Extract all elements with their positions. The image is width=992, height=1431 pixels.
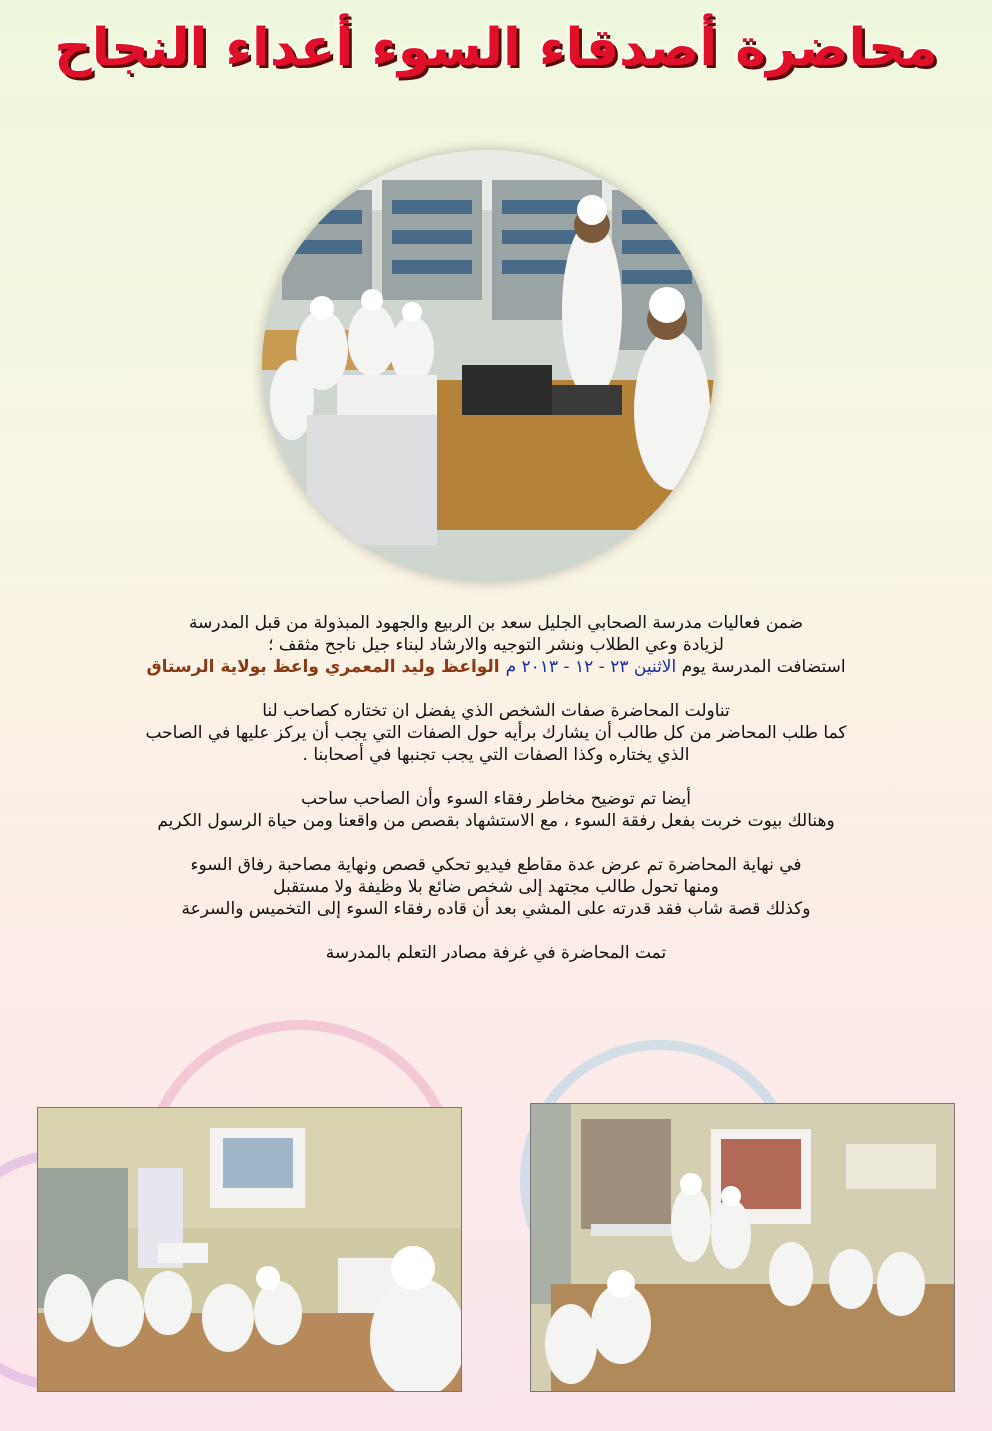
event-date: الاثنين ٢٣ - ١٢ - ٢٠١٣ م: [505, 657, 677, 677]
paragraph-1-line-1: ضمن فعاليات مدرسة الصحابي الجليل سعد بن الربيع والجهود المبذولة من قبل المدرسة: [188, 613, 804, 633]
paragraph-1-line-3: [30, 656, 962, 678]
paragraph-5-line-1: تمت المحاضرة في غرفة مصادر التعلم بالمدرسة: [325, 943, 667, 963]
lecture-photo-right: [530, 1103, 955, 1392]
lecture-photo-circle: [262, 150, 714, 582]
paragraph-3-line-2: وهنالك بيوت خربت بفعل رفقة السوء ، مع الاستشهاد بقصص من واقعنا ومن حياة الرسول الكريم: [157, 811, 835, 831]
speaker-name: الواعظ وليد المعمري واعظ بولاية الرستاق: [146, 657, 506, 677]
paragraph-4-line-1: في نهاية المحاضرة تم عرض عدة مقاطع فيديو تحكي قصص ونهاية مصاحبة رفاق السوء: [190, 855, 802, 875]
line-prefix: استضافت المدرسة يوم: [676, 657, 846, 677]
paragraph-2-line-2: كما طلب المحاضر من كل طالب أن يشارك برأيه حول الصفات التي يجب أن يركز عليها في الصاحب: [145, 723, 847, 743]
paragraph-4-line-2: ومنها تحول طالب مجتهد إلى شخص ضائع بلا وظيفة ولا مستقبل: [273, 877, 719, 897]
paragraph-2-line-3: الذي يختاره وكذا الصفات التي يجب تجنبها في أصحابنا .: [302, 745, 690, 765]
paragraph-1-line-2: لزيادة وعي الطلاب ونشر التوجيه والارشاد لبناء جيل ناجح مثقف ؛: [268, 635, 724, 655]
paragraph-2-line-1: تناولت المحاضرة صفات الشخص الذي يفضل ان تختاره كصاحب لنا: [262, 701, 730, 721]
page-title: محاضرة أصدقاء السوء أعداء النجاح: [54, 18, 938, 78]
article-body: [30, 612, 962, 964]
paragraph-3-line-1: أيضا تم توضيح مخاطر رفقاء السوء وأن الصاحب ساحب: [301, 789, 691, 809]
paragraph-4-line-3: وكذلك قصة شاب فقد قدرته على المشي بعد أن قاده رفقاء السوء إلى التخميس والسرعة: [181, 899, 811, 919]
lecture-photo-left: [37, 1107, 462, 1392]
